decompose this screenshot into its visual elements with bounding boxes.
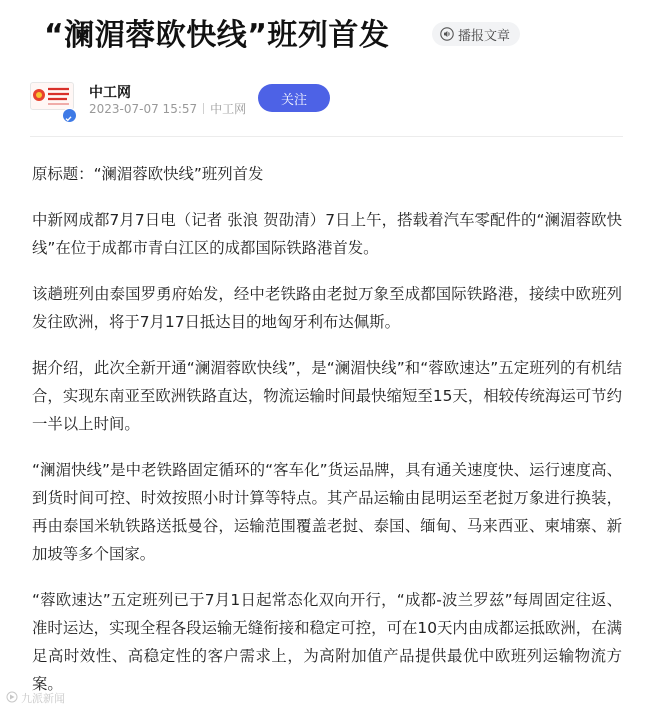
article-meta <box>89 100 246 117</box>
verified-badge-icon <box>62 108 77 123</box>
author-name[interactable]: 中工网 <box>89 85 131 101</box>
watermark-logo-icon <box>6 691 18 706</box>
zhonggongwang-logo <box>30 82 74 110</box>
article-source: 中工网 <box>210 102 247 116</box>
author-avatar[interactable] <box>30 82 76 122</box>
watermark <box>6 690 65 706</box>
article-paragraph: 该趟班列由泰国罗勇府始发，经中老铁路由老挝万象至成都国际铁路港，接续中欧班列发往欧洲，将于7月17日抵达目的地匈牙利布达佩斯。 <box>32 285 622 331</box>
publish-date: 2023-07-07 15:57 <box>89 102 198 116</box>
article-body <box>32 160 622 716</box>
article-title: “澜湄蓉欧快线”班列首发 <box>44 18 390 53</box>
speaker-icon <box>440 27 454 41</box>
article-paragraph: 原标题：“澜湄蓉欧快线”班列首发 <box>32 165 264 183</box>
read-article-label: 播报文章 <box>458 28 511 44</box>
article-paragraph: 中新网成都7月7日电（记者 张浪 贺劭清）7日上午，搭载着汽车零配件的“澜湄蓉欧快线”在位于成都市青白江区的成都国际铁路港首发。 <box>32 211 622 257</box>
article-paragraph: “蓉欧速达”五定班列已于7月1日起常态化双向开行，“成都-波兰罗兹”每周固定往返、准时运达，实现全程各段运输无缝衔接和稳定可控，可在10天内由成都运抵欧洲，在满足高时效性、高稳定性的客户需求上，为高附加值产品提供最优中欧班列运输物流方案。 <box>32 591 622 693</box>
header-divider <box>30 136 623 137</box>
read-article-button[interactable] <box>432 22 520 46</box>
article-paragraph: 据介绍，此次全新开通“澜湄蓉欧快线”，是“澜湄快线”和“蓉欧速达”五定班列的有机结合，实现东南亚至欧洲铁路直达，物流运输时间最快缩短至15天，相较传统海运可节约一半以上时间。 <box>32 359 622 433</box>
meta-divider <box>203 103 204 114</box>
follow-button[interactable]: 关注 <box>258 84 330 112</box>
watermark-text: 九派新闻 <box>21 692 65 705</box>
article-paragraph: “澜湄快线”是中老铁路固定循环的“客车化”货运品牌，具有通关速度快、运行速度高、到货时间可控、时效按照小时计算等特点。其产品运输由昆明运至老挝万象进行换装，再由泰国米轨铁路送抵曼谷，运输范围覆盖老挝、泰国、缅甸、马来西亚、柬埔寨、新加坡等多个国家。 <box>32 461 622 563</box>
